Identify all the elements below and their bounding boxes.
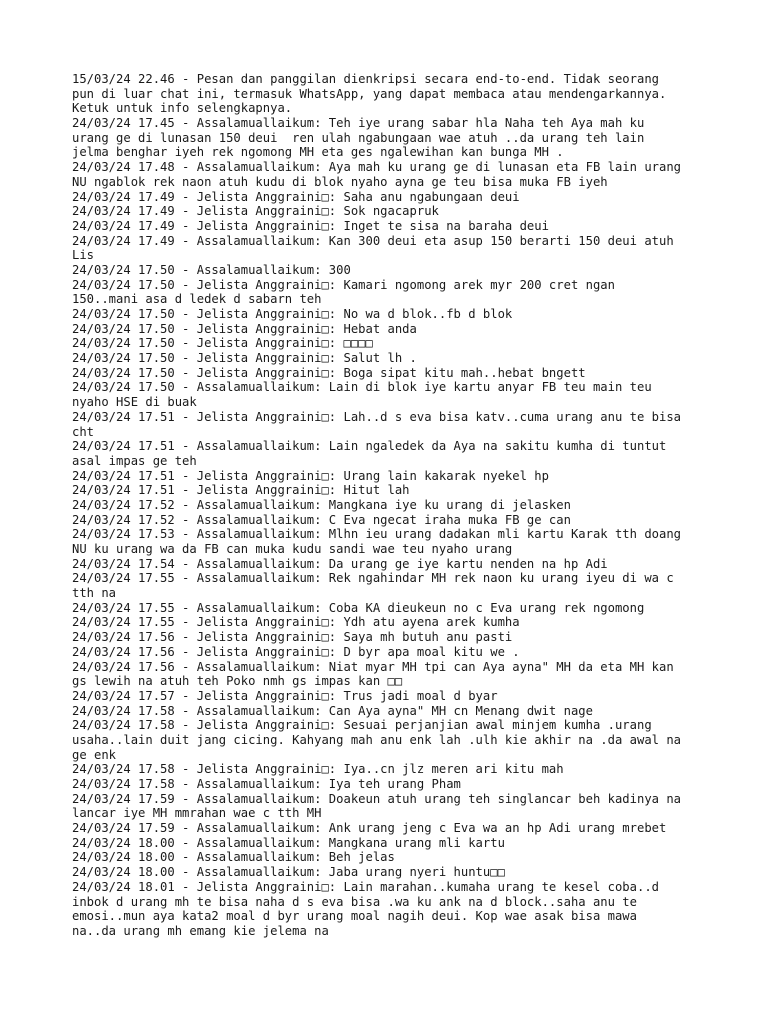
text-line: tth na [72, 586, 117, 601]
text-line: 24/03/24 17.59 - Assalamuallaikum: Doakeun atuh urang teh singlancar beh kadinya na [72, 791, 682, 806]
text-line: 24/03/24 17.52 - Assalamuallaikum: C Eva ngecat iraha muka FB ge can [72, 512, 571, 527]
text-line: 24/03/24 17.58 - Assalamuallaikum: Can Aya ayna" MH cn Menang dwit nage [72, 703, 593, 718]
text-line: NU ku urang wa da FB can muka kudu sandi wae teu nyaho urang [72, 542, 513, 556]
text-line: pun di luar chat ini, termasuk WhatsApp, yang dapat membaca atau mendengarkannya. [72, 86, 667, 101]
text-line: 24/03/24 17.50 - Assalamuallaikum: 300 [72, 262, 351, 277]
text-line: 24/03/24 17.45 - Assalamuallaikum: Teh iye urang sabar hla Naha teh Aya mah ku [72, 116, 645, 131]
text-line: 24/03/24 17.51 - Jelista Anggraini□: Lah..d s eva bisa katv..cuma urang anu te bisa [72, 409, 682, 424]
text-line: 150..mani asa d ledek d sabarn teh [72, 292, 322, 307]
text-line: 24/03/24 17.50 - Jelista Anggraini□: □□□□ [72, 336, 373, 351]
text-line: 24/03/24 17.58 - Jelista Anggraini□: Sesuai perjanjian awal minjem kumha .urang [72, 718, 652, 733]
chat-export-text [72, 72, 702, 953]
text-line: nyaho HSE di buak [72, 395, 197, 410]
text-line: lancar iye MH mmrahan wae c tth MH [72, 806, 322, 821]
text-line: 24/03/24 17.55 - Assalamuallaikum: Coba KA dieukeun no c Eva urang rek ngomong [72, 600, 645, 615]
text-line: ge enk [72, 747, 117, 762]
text-line: Ketuk untuk info selengkapnya. [72, 101, 293, 116]
text-line: 24/03/24 17.50 - Jelista Anggraini□: No wa d blok..fb d blok [72, 307, 513, 321]
text-line: cht [72, 424, 95, 439]
text-line: 24/03/24 17.56 - Jelista Anggraini□: Saya mh butuh anu pasti [72, 630, 513, 645]
text-line: 24/03/24 17.50 - Jelista Anggraini□: Hebat anda [72, 321, 417, 336]
text-line: 24/03/24 18.00 - Assalamuallaikum: Jaba urang nyeri huntu□□ [72, 865, 505, 880]
text-line: 24/03/24 17.51 - Jelista Anggraini□: Urang lain kakarak nyekel hp [72, 468, 549, 483]
text-line: 24/03/24 17.50 - Assalamuallaikum: Lain di blok iye kartu anyar FB teu main teu [72, 380, 652, 395]
text-line: 24/03/24 17.57 - Jelista Anggraini□: Trus jadi moal d byar [72, 688, 498, 703]
text-line: 24/03/24 17.53 - Assalamuallaikum: Mlhn ieu urang dadakan mli kartu Karak tth doang [72, 527, 682, 542]
text-line: 24/03/24 17.50 - Jelista Anggraini□: Kamari ngomong arek myr 200 cret ngan [72, 277, 615, 292]
text-line: 24/03/24 18.00 - Assalamuallaikum: Beh jelas [72, 850, 395, 865]
text-line: 24/03/24 17.49 - Jelista Anggraini□: Saha anu ngabungaan deui [72, 189, 520, 204]
text-line: 24/03/24 17.56 - Assalamuallaikum: Niat myar MH tpi can Aya ayna" MH da eta MH kan [72, 659, 674, 674]
text-line: 24/03/24 17.49 - Jelista Anggraini□: Inget te sisa na baraha deui [72, 218, 549, 233]
text-line: 24/03/24 17.56 - Jelista Anggraini□: D byr apa moal kitu we . [72, 644, 520, 659]
text-line: 24/03/24 17.58 - Jelista Anggraini□: Iya..cn jlz meren ari kitu mah [72, 762, 564, 777]
text-line: gs lewih na atuh teh Poko nmh gs impas kan □□ [72, 674, 403, 689]
text-line: 24/03/24 18.00 - Assalamuallaikum: Mangkana urang mli kartu [72, 835, 505, 850]
text-line: jelma benghar iyeh rek ngomong MH eta ges ngalewihan kan bunga MH . [72, 145, 564, 160]
text-line: 24/03/24 17.51 - Assalamuallaikum: Lain ngaledek da Aya na sakitu kumha di tuntut [72, 439, 667, 454]
text-line: inbok d urang mh te bisa naha d s eva bisa .wa ku ank na d block..saha anu te [72, 894, 637, 909]
text-line: 24/03/24 17.52 - Assalamuallaikum: Mangkana iye ku urang di jelasken [72, 497, 571, 512]
text-line: 15/03/24 22.46 - Pesan dan panggilan dienkripsi secara end-to-end. Tidak seorang [72, 72, 659, 86]
text-line: asal impas ge teh [72, 453, 197, 468]
text-line: na..da urang mh emang kie jelema na [72, 923, 329, 938]
text-line: 24/03/24 17.54 - Assalamuallaikum: Da urang ge iye kartu nenden na hp Adi [72, 556, 608, 571]
text-line: 24/03/24 17.50 - Jelista Anggraini□: Salut lh . [72, 351, 417, 366]
text-line: 24/03/24 17.59 - Assalamuallaikum: Ank urang jeng c Eva wa an hp Adi urang mrebet [72, 821, 667, 836]
text-line: emosi..mun aya kata2 moal d byr urang moal nagih deui. Kop wae asak bisa mawa [72, 909, 637, 924]
text-line: 24/03/24 17.48 - Assalamuallaikum: Aya mah ku urang ge di lunasan eta FB lain urang [72, 160, 682, 175]
text-line: NU ngablok rek naon atuh kudu di blok nyaho ayna ge teu bisa muka FB iyeh [72, 174, 608, 189]
text-line: 24/03/24 17.51 - Jelista Anggraini□: Hitut lah [72, 483, 410, 498]
text-line: 24/03/24 17.50 - Jelista Anggraini□: Boga sipat kitu mah..hebat bngett [72, 365, 586, 380]
text-line: 24/03/24 17.49 - Jelista Anggraini□: Sok ngacapruk [72, 204, 439, 219]
text-line: 24/03/24 17.58 - Assalamuallaikum: Iya teh urang Pham [72, 777, 461, 791]
text-line: 24/03/24 17.55 - Assalamuallaikum: Rek ngahindar MH rek naon ku urang iyeu di wa c [72, 571, 674, 586]
text-line: 24/03/24 18.01 - Jelista Anggraini□: Lain marahan..kumaha urang te kesel coba..d [72, 879, 659, 894]
text-line: usaha..lain duit jang cicing. Kahyang mah anu enk lah .ulh kie akhir na .da awal na [72, 732, 682, 747]
text-line [72, 939, 702, 954]
text-line: 24/03/24 17.49 - Assalamuallaikum: Kan 300 deui eta asup 150 berarti 150 deui atuh [72, 233, 674, 248]
text-line: urang ge di lunasan 150 deui ren ulah ngabungaan wae atuh ..da urang teh lain [72, 130, 645, 145]
text-line: Lis [72, 248, 95, 263]
text-line: 24/03/24 17.55 - Jelista Anggraini□: Ydh atu ayena arek kumha [72, 615, 520, 630]
